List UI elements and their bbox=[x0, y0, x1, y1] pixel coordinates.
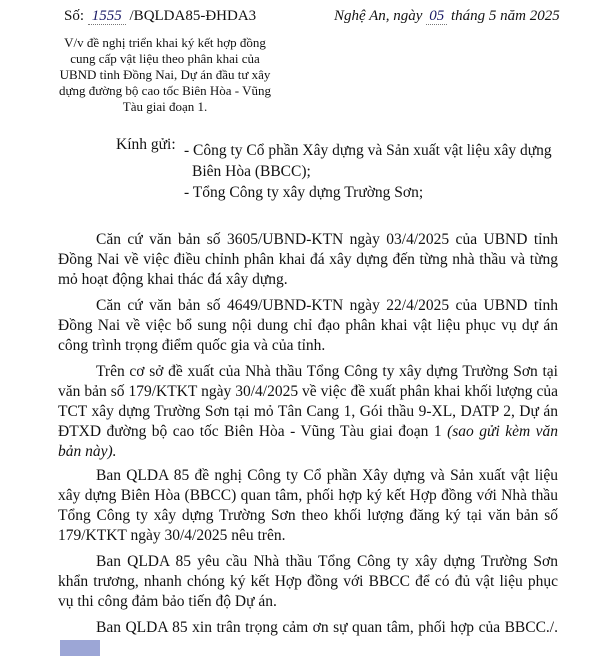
date-month-year: tháng 5 năm 2025 bbox=[450, 8, 560, 24]
date-prefix: Nghệ An, ngày bbox=[334, 8, 423, 24]
recipients-list bbox=[184, 140, 584, 203]
stamp-mark bbox=[60, 640, 100, 656]
recipient-item: - Công ty Cổ phần Xây dựng và Sản xuất vật liệu xây dựng Biên Hòa (BBCC); bbox=[184, 142, 552, 180]
document-number-suffix: /BQLDA85-ĐHDA3 bbox=[129, 8, 257, 24]
date-day: 05 bbox=[426, 8, 447, 25]
paragraph-legal-basis-1: Căn cứ văn bản số 3605/UBND-KTN ngày 03/4/2025 của UBND tỉnh Đồng Nai về việc điều chỉnh phân khai đá xây dựng đến từng nhà thầu và từng mỏ hoạt động khai thác đá xây dựng. bbox=[58, 231, 558, 288]
letter-body bbox=[58, 230, 558, 664]
attachment-note: (sao gửi kèm văn bản này). bbox=[58, 423, 558, 460]
paragraph-proposal bbox=[58, 362, 558, 462]
so-label: Số: bbox=[64, 8, 85, 24]
paragraph-request-contractor: Ban QLDA 85 yêu cầu Nhà thầu Tổng Công ty xây dựng Trường Sơn khẩn trương, nhanh chóng ký kết Hợp đồng với BBCC để có đủ vật liệu phục vụ thi công đảm bảo tiến độ Dự án. bbox=[58, 553, 558, 610]
thanks-text: Ban QLDA 85 xin trân trọng cảm ơn sự quan tâm, phối hợp của BBCC./. bbox=[96, 619, 558, 636]
place-date-line bbox=[334, 8, 560, 25]
recipient-item: - Tổng Công ty xây dựng Trường Sơn; bbox=[184, 184, 424, 201]
subject-summary: V/v đề nghị triển khai ký kết hợp đồng cung cấp vật liệu theo phân khai của UBND tỉnh Đồng Nai, Dự án đầu tư xây dựng đường bộ cao tốc Biên Hòa - Vũng Tàu giai đoạn 1. bbox=[58, 35, 272, 114]
document-number-line bbox=[64, 8, 256, 25]
document-number: 1555 bbox=[88, 8, 126, 25]
paragraph-request-bbcc: Ban QLDA 85 đề nghị Công ty Cổ phần Xây dựng và Sản xuất vật liệu xây dựng Biên Hòa (BBCC) quan tâm, phối hợp ký kết Hợp đồng với Nhà thầu Tổng Công ty xây dựng Trường Sơn theo khối lượng đăng ký tại văn bản số 179/KTKT ngày 30/4/2025 nêu trên. bbox=[58, 467, 558, 544]
paragraph-thanks bbox=[58, 618, 558, 658]
kinh-gui-label: Kính gửi: bbox=[116, 136, 176, 153]
proposal-text: Trên cơ sở đề xuất của Nhà thầu Tổng Công ty xây dựng Trường Sơn tại văn bản số 179/KTKT ngày 30/4/2025 về việc đề xuất phân khai khối lượng của TCT xây dựng Trường Sơn tại mỏ Tân Cang 1, Gói thầu 9-XL, DATP 2, Dự án ĐTXD đường bộ cao tốc Biên Hòa - Vũng Tàu giai đoạn 1 bbox=[58, 363, 558, 440]
paragraph-legal-basis-2: Căn cứ văn bản số 4649/UBND-KTN ngày 22/4/2025 của UBND tỉnh Đồng Nai về việc bổ sung nội dung chỉ đạo phân khai vật liệu phục vụ dự án công trình trọng điểm quốc gia và của tỉnh. bbox=[58, 297, 558, 354]
